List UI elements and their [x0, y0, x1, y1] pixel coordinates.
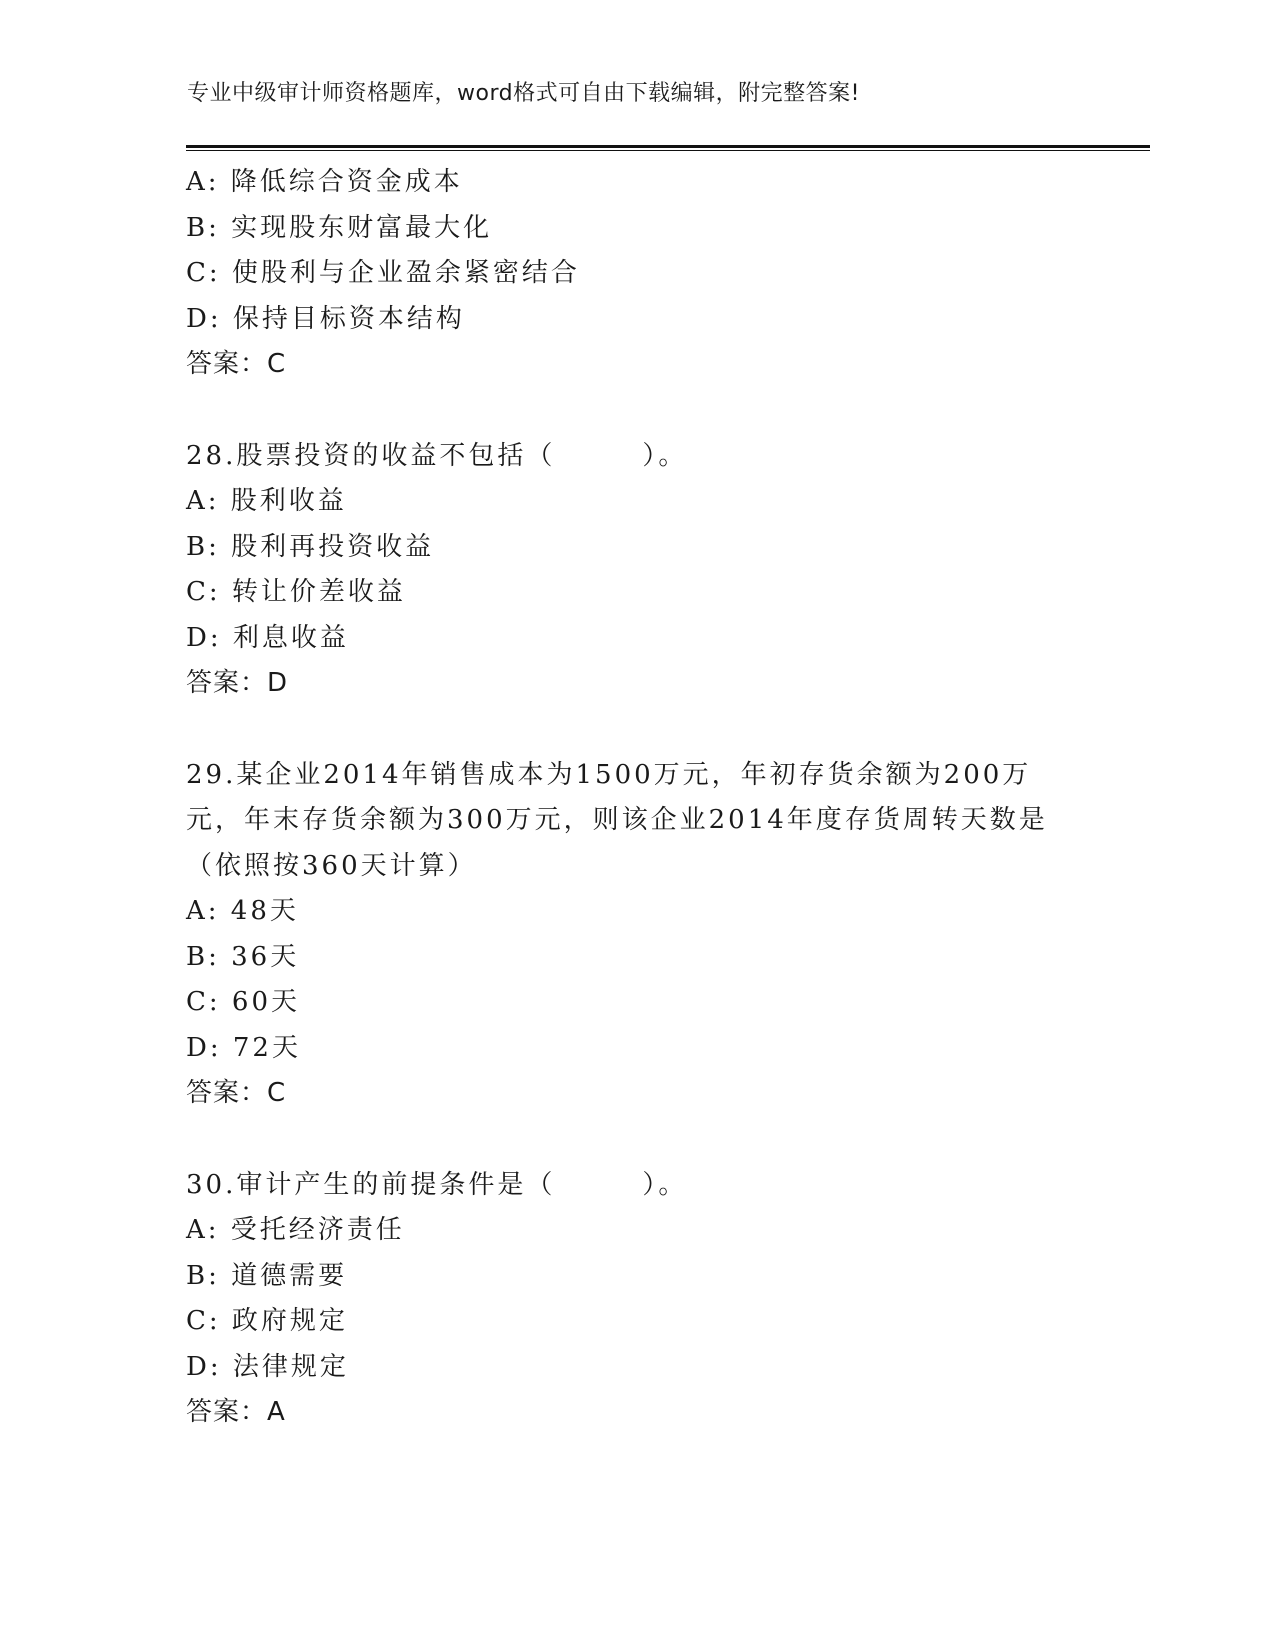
option-c: C: 转让价差收益 — [186, 577, 406, 607]
header-rule-thin — [186, 150, 1150, 151]
answer: 答案：C — [186, 1078, 287, 1108]
question-text: 29.某企业2014年销售成本为1500万元，年初存货余额为200万元，年末存货余额为300万元，则该企业2014年度存货周转天数是（依照按360天计算） — [186, 759, 1048, 881]
question-list — [186, 160, 1086, 1436]
option-c: C: 政府规定 — [186, 1306, 348, 1336]
option-a: A: 降低综合资金成本 — [186, 167, 463, 197]
question-text: 28.股票投资的收益不包括（ ）。 — [186, 440, 688, 471]
option-a: A: 股利收益 — [186, 486, 347, 516]
option-b: B: 道德需要 — [186, 1260, 348, 1291]
question-text: 30.审计产生的前提条件是（ ）。 — [186, 1169, 688, 1200]
option-b: B: 实现股东财富最大化 — [186, 212, 493, 243]
option-a: A: 48天 — [186, 896, 299, 926]
answer: 答案：C — [186, 349, 287, 379]
option-c: C: 60天 — [186, 987, 301, 1017]
question-block-29 — [186, 753, 1086, 1117]
question-block-27 — [186, 160, 1086, 388]
header-rule-thick — [186, 145, 1150, 148]
question-block-28 — [186, 434, 1086, 707]
option-d: D: 法律规定 — [186, 1351, 349, 1382]
option-d: D: 72天 — [186, 1032, 301, 1063]
page-header: 专业中级审计师资格题库，word格式可自由下载编辑，附完整答案! — [187, 81, 860, 106]
option-c: C: 使股利与企业盈余紧密结合 — [186, 258, 580, 288]
option-d: D: 保持目标资本结构 — [186, 303, 465, 334]
option-b: B: 股利再投资收益 — [186, 531, 435, 562]
option-a: A: 受托经济责任 — [186, 1215, 405, 1245]
question-block-30 — [186, 1163, 1086, 1436]
answer: 答案：D — [186, 668, 289, 698]
answer: 答案：A — [186, 1397, 286, 1427]
option-b: B: 36天 — [186, 941, 300, 972]
option-d: D: 利息收益 — [186, 622, 349, 653]
